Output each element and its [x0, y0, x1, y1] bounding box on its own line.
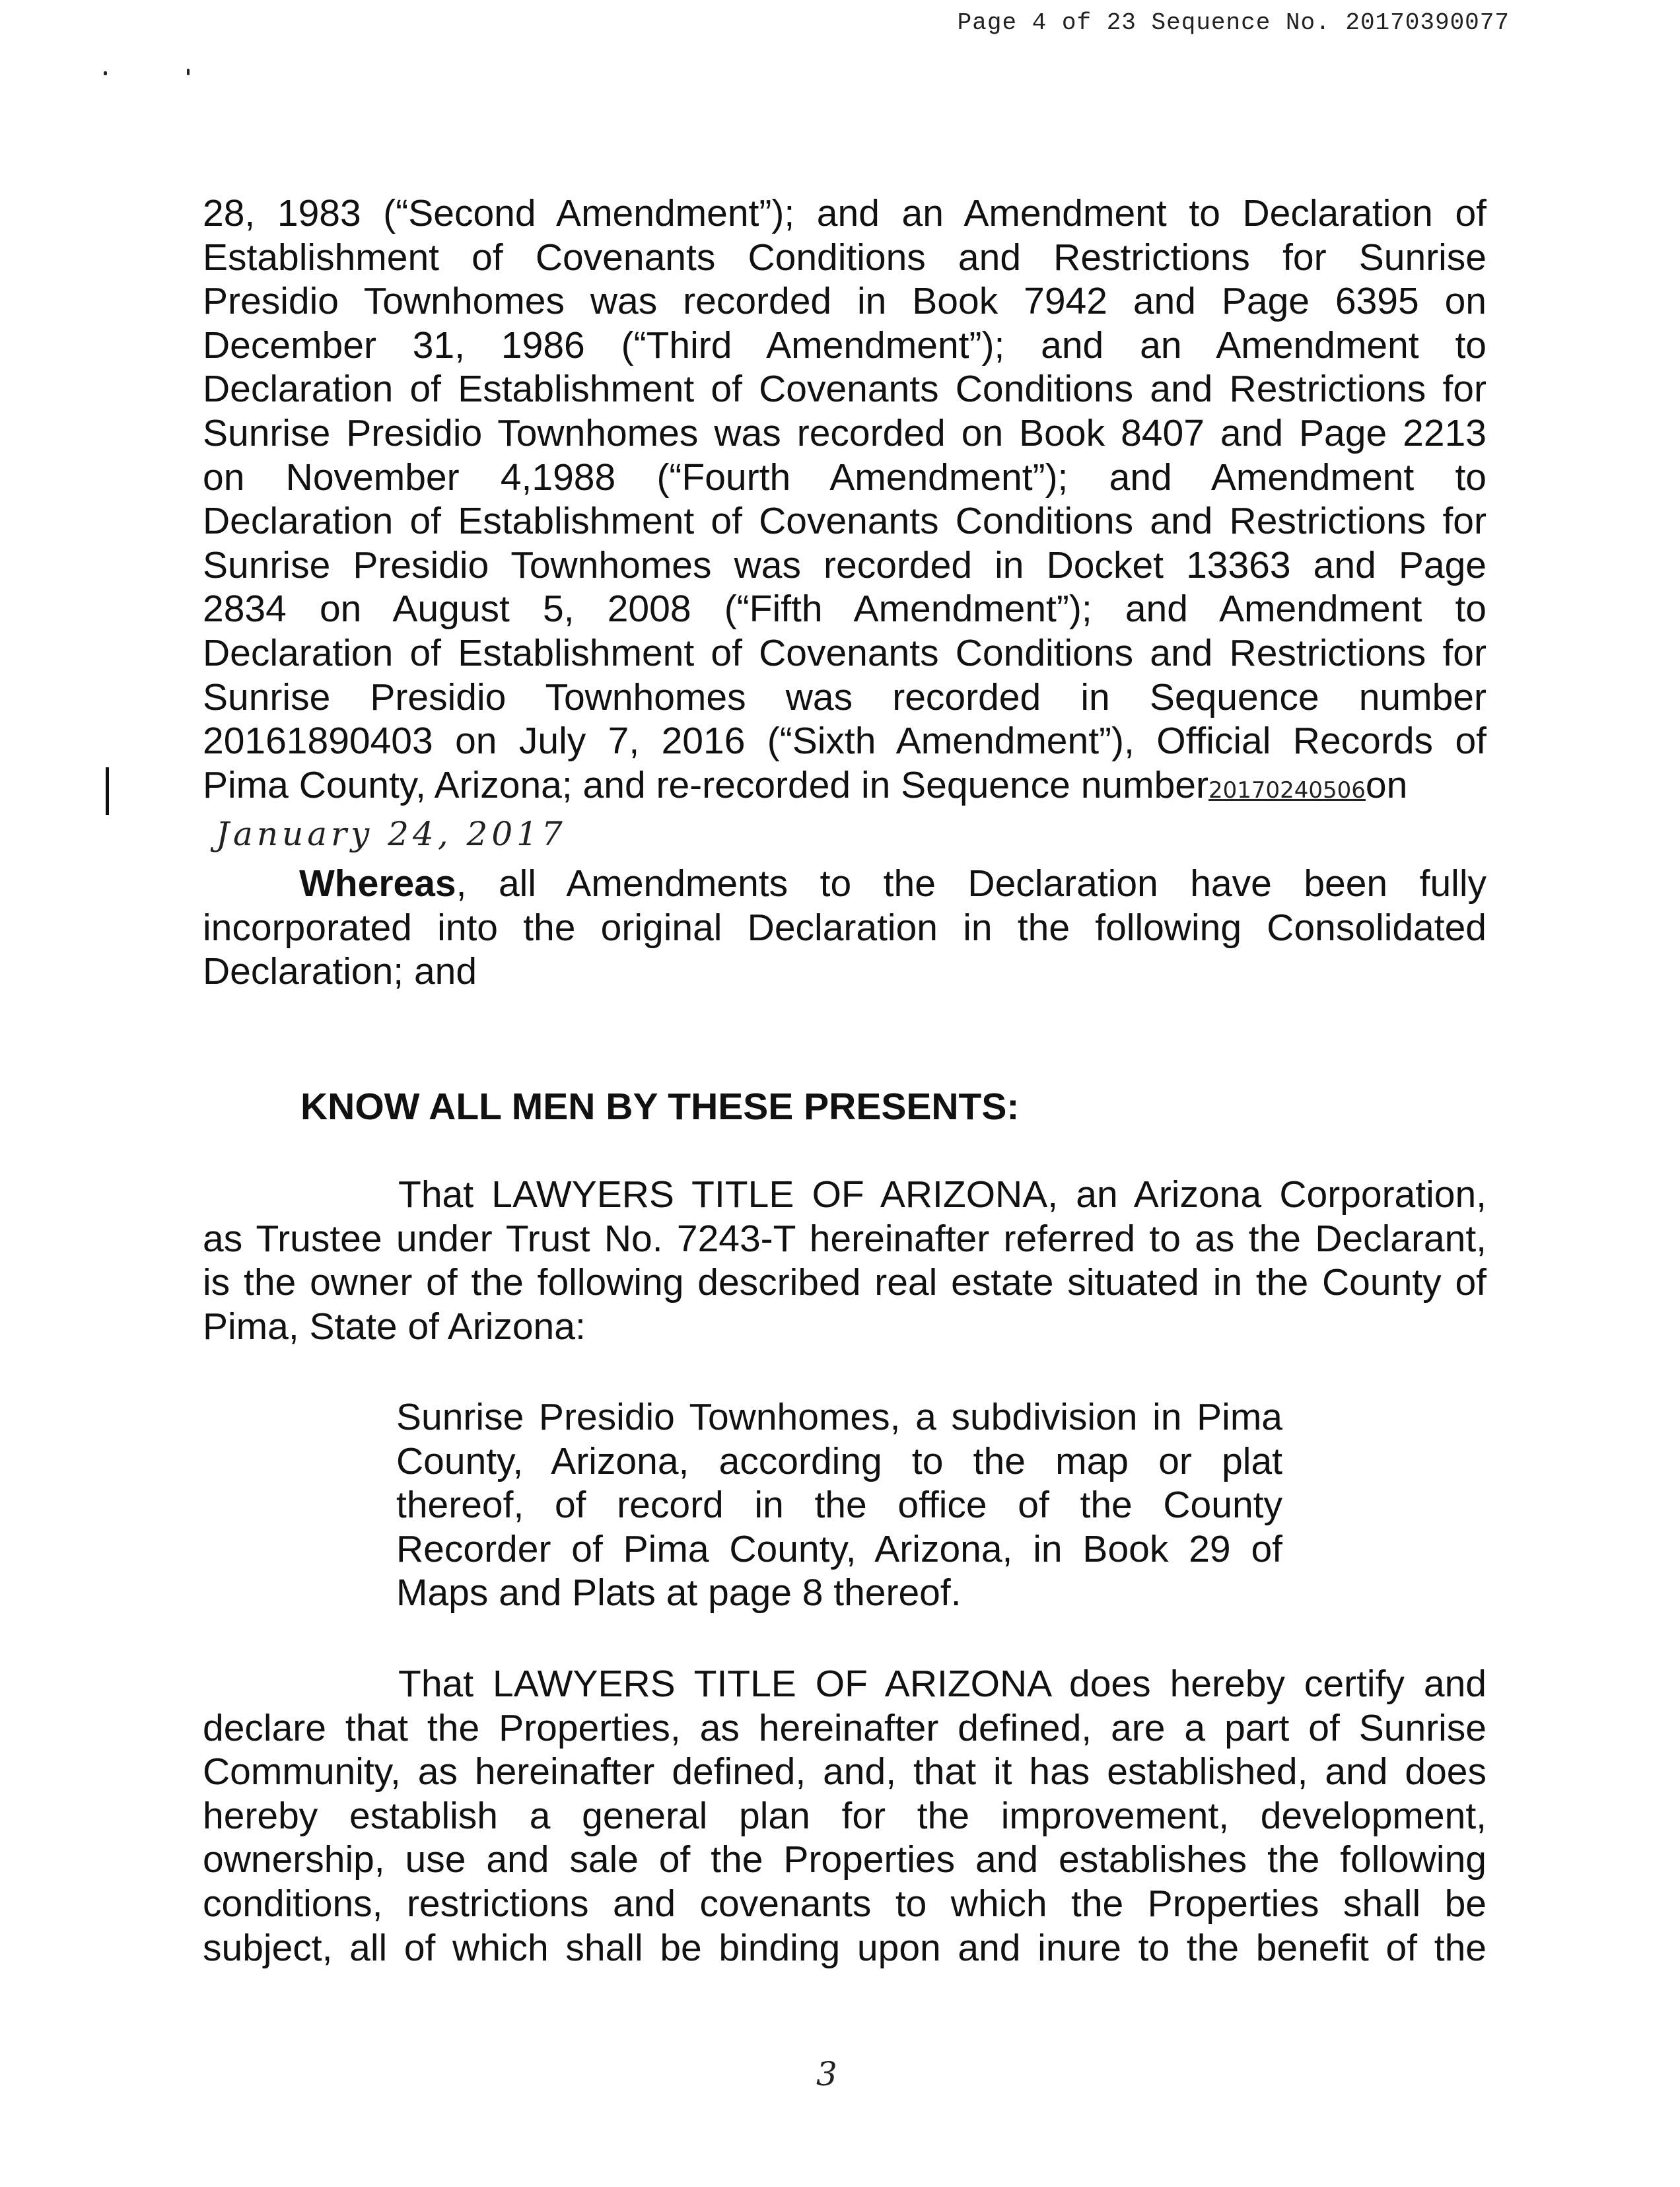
page-header: Page 4 of 23 Sequence No. 20170390077 — [957, 9, 1510, 36]
paragraph-line: Declaration of Establishment of Covenants Conditions and Restrictions for — [203, 368, 1487, 411]
paragraph-line: Sunrise Presidio Townhomes was recorded in Sequence number — [203, 676, 1487, 718]
on-text: on — [1365, 763, 1408, 806]
paragraph-line: ownership, use and sale of the Properties and establishes the following — [203, 1838, 1487, 1881]
paragraph-line: on November 4,1988 (“Fourth Amendment”); and Amendment to — [203, 456, 1487, 499]
paragraph-line: Declaration of Establishment of Covenants Conditions and Restrictions for — [203, 500, 1487, 543]
paragraph-line — [203, 1662, 1487, 1706]
declarant-paragraph — [203, 1173, 1487, 1348]
paragraph-line: thereof, of record in the office of the County — [396, 1484, 1282, 1527]
certify-first-line: That LAWYERS TITLE OF ARIZONA does hereby certify and — [398, 1663, 1487, 1705]
paragraph-line: 28, 1983 (“Second Amendment”); and an Amendment to Declaration of — [203, 192, 1487, 234]
certify-paragraph — [203, 1662, 1487, 1970]
paragraph-line: Declaration; and — [203, 950, 477, 993]
paragraph-line: as Trustee under Trust No. 7243-T hereinafter referred to as the Declarant, — [203, 1217, 1487, 1260]
page-number: 3 — [816, 2055, 837, 2093]
rerecorded-text: Pima County, Arizona; and re-recorded in Sequence number — [203, 763, 1208, 806]
paragraph-line: declare that the Properties, as hereinafter defined, are a part of Sunrise — [203, 1706, 1487, 1749]
whereas-bold: Whereas — [299, 862, 456, 905]
paragraph-line: 2834 on August 5, 2008 (“Fifth Amendment”); and Amendment to — [203, 588, 1487, 631]
paragraph-line: County, Arizona, according to the map or plat — [396, 1440, 1282, 1482]
paragraph-line: hereby establish a general plan for the improvement, development, — [203, 1794, 1487, 1837]
legal-description — [396, 1395, 1282, 1615]
whereas-paragraph — [203, 862, 1487, 994]
paragraph-line: Presidio Townhomes was recorded in Book 7942 and Page 6395 on — [203, 280, 1487, 323]
paragraph-line: conditions, restrictions and covenants to which the Properties shall be — [203, 1882, 1487, 1925]
handwritten-date: January 24, 2017 — [216, 815, 567, 854]
paragraph-line: Establishment of Covenants Conditions and Restrictions for Sunrise — [203, 236, 1487, 279]
scan-speck — [104, 71, 107, 75]
section-heading: KNOW ALL MEN BY THESE PRESENTS: — [300, 1086, 1020, 1128]
handwritten-sequence-number: 20170240506 — [1208, 777, 1366, 804]
paragraph-line — [203, 1173, 1487, 1217]
paragraph-line: Pima, State of Arizona: — [203, 1305, 586, 1348]
paragraph-line: is the owner of the following described real estate situated in the County of — [203, 1261, 1487, 1304]
margin-change-bar — [106, 767, 109, 815]
paragraph-line: 20161890403 on July 7, 2016 (“Sixth Amendment”), Official Records of — [203, 720, 1487, 763]
paragraph-line: Recorder of Pima County, Arizona, in Book 29 of — [396, 1527, 1282, 1570]
paragraph-line: December 31, 1986 (“Third Amendment”); and an Amendment to — [203, 324, 1487, 366]
whereas-text: , all Amendments to the Declaration have been fully — [456, 862, 1487, 905]
paragraph-line: Sunrise Presidio Townhomes was recorded in Docket 13363 and Page — [203, 543, 1487, 586]
paragraph-line: Maps and Plats at page 8 thereof. — [396, 1572, 962, 1614]
scan-speck — [187, 69, 190, 75]
paragraph-line: Sunrise Presidio Townhomes, a subdivision in Pima — [396, 1396, 1282, 1438]
paragraph-line: incorporated into the original Declaration in the following Consolidated — [203, 906, 1487, 949]
declarant-first-line: That LAWYERS TITLE OF ARIZONA, an Arizona Corporation, — [398, 1173, 1487, 1216]
amendments-paragraph — [203, 191, 1487, 856]
paragraph-line — [203, 763, 1487, 813]
paragraph-line: Community, as hereinafter defined, and, that it has established, and does — [203, 1751, 1487, 1793]
paragraph-line: subject, all of which shall be binding upon and inure to the benefit of the — [203, 1926, 1487, 1969]
paragraph-line — [203, 862, 1487, 906]
paragraph-line: Declaration of Establishment of Covenants Conditions and Restrictions for — [203, 631, 1487, 674]
paragraph-line: Sunrise Presidio Townhomes was recorded on Book 8407 and Page 2213 — [203, 411, 1487, 454]
